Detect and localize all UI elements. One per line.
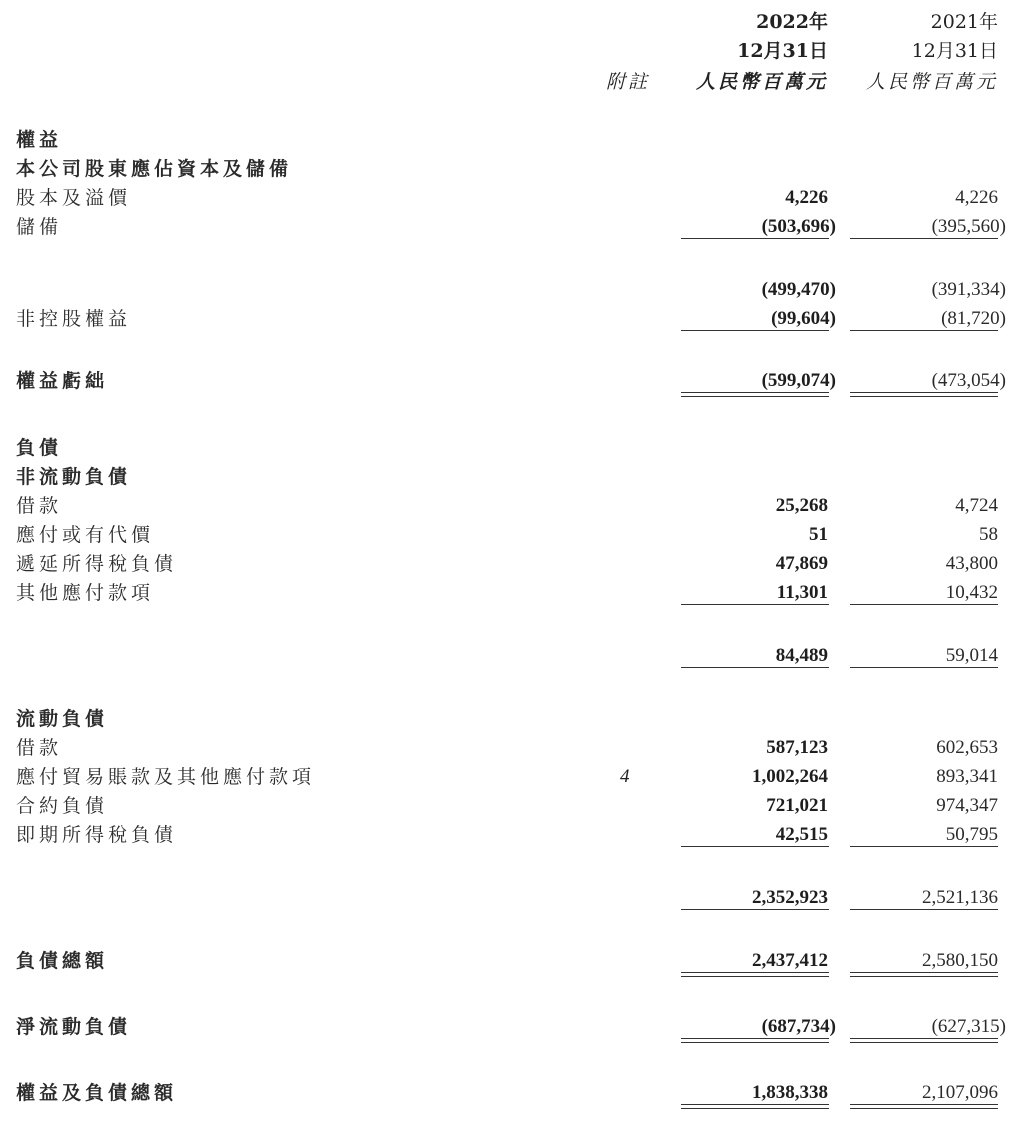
value-2021: 58 (979, 524, 998, 545)
underline (850, 846, 998, 847)
header-2022-date: 12月31日 (737, 40, 828, 62)
double-underline (850, 972, 998, 977)
table-row-total (0, 1079, 1024, 1107)
double-underline (681, 1038, 829, 1043)
underline (681, 604, 829, 605)
section-title: 權益 (16, 129, 63, 151)
table-row (0, 550, 1024, 578)
value-2022: 42,515 (775, 824, 828, 845)
row-label: 權益及負債總額 (16, 1082, 178, 1104)
value-2021: 602,653 (936, 737, 998, 758)
table-row (0, 521, 1024, 549)
section-title: 負債 (16, 437, 63, 459)
value-2022: (599,074) (761, 370, 836, 391)
double-underline (850, 1104, 998, 1109)
row-label: 應付或有代價 (16, 524, 155, 546)
section-non-current (0, 463, 1024, 491)
row-label: 儲備 (16, 216, 63, 238)
value-2022: 47,869 (775, 553, 828, 574)
section-subtitle: 流動負債 (16, 708, 109, 730)
table-row-total (0, 947, 1024, 975)
value-2022: 84,489 (775, 645, 828, 666)
underline (681, 238, 829, 239)
table-row (0, 734, 1024, 762)
table-row-subtotal (0, 884, 1024, 912)
value-2021: 974,347 (936, 795, 998, 816)
value-2022: 2,352,923 (752, 887, 828, 908)
value-2021: 2,521,136 (922, 887, 998, 908)
table-row (0, 763, 1024, 791)
value-2022: 11,301 (776, 582, 828, 603)
value-2022: 721,021 (766, 795, 828, 816)
double-underline (850, 1038, 998, 1043)
value-2022: 1,838,338 (752, 1082, 828, 1103)
underline (850, 667, 998, 668)
value-2021: 50,795 (945, 824, 998, 845)
header-2021-date: 12月31日 (911, 40, 998, 62)
double-underline (681, 972, 829, 977)
value-2021: 10,432 (945, 582, 998, 603)
table-row-subtotal (0, 642, 1024, 670)
value-2021: (81,720) (941, 308, 1006, 329)
table-row (0, 492, 1024, 520)
table-row (0, 821, 1024, 849)
row-label: 其他應付款項 (16, 582, 155, 604)
table-row-total (0, 367, 1024, 395)
underline (850, 238, 998, 239)
double-underline (850, 392, 998, 397)
row-label: 即期所得稅負債 (16, 824, 178, 846)
header-2022-unit: 人民幣百萬元 (695, 71, 828, 93)
row-label: 借款 (16, 495, 63, 517)
row-label: 淨流動負債 (16, 1016, 132, 1038)
section-equity (0, 126, 1024, 154)
row-label: 應付貿易賬款及其他應付款項 (16, 766, 316, 788)
value-2022: (499,470) (761, 279, 836, 300)
underline (850, 909, 998, 910)
value-2021: 2,580,150 (922, 950, 998, 971)
value-2022: (687,734) (761, 1016, 836, 1037)
underline (681, 909, 829, 910)
value-2022: 587,123 (766, 737, 828, 758)
underline (681, 846, 829, 847)
table-row (0, 305, 1024, 333)
double-underline (681, 392, 829, 397)
value-2021: 2,107,096 (922, 1082, 998, 1103)
underline (850, 604, 998, 605)
value-2022: (503,696) (761, 216, 836, 237)
underline (681, 330, 829, 331)
table-row-total (0, 1013, 1024, 1041)
header-2021-year: 2021年 (930, 11, 998, 33)
value-2021: (473,054) (931, 370, 1006, 391)
header-2021-unit: 人民幣百萬元 (865, 71, 998, 93)
value-2022: 1,002,264 (752, 766, 828, 787)
double-underline (681, 1104, 829, 1109)
row-label: 遞延所得稅負債 (16, 553, 178, 575)
value-2021: (395,560) (931, 216, 1006, 237)
value-2022: 25,268 (775, 495, 828, 516)
header-2022-year: 2022年 (756, 11, 828, 33)
value-2021: 893,341 (936, 766, 998, 787)
row-label: 股本及溢價 (16, 187, 132, 209)
row-label: 負債總額 (16, 950, 109, 972)
table-row (0, 213, 1024, 241)
value-2022: 2,437,412 (752, 950, 828, 971)
value-2022: 4,226 (785, 187, 828, 208)
value-2021: 43,800 (945, 553, 998, 574)
underline (681, 667, 829, 668)
table-row (0, 184, 1024, 212)
value-2022: (99,604) (771, 308, 836, 329)
section-subtitle: 非流動負債 (16, 466, 132, 488)
underline (850, 330, 998, 331)
section-equity-subtitle (0, 155, 1024, 183)
table-row (0, 579, 1024, 607)
row-label: 合約負債 (16, 795, 109, 817)
row-label: 借款 (16, 737, 63, 759)
value-2021: (391,334) (931, 279, 1006, 300)
row-label: 非控股權益 (16, 308, 132, 330)
section-liabilities (0, 434, 1024, 462)
table-row (0, 792, 1024, 820)
value-2021: 4,226 (955, 187, 998, 208)
value-2021: 59,014 (945, 645, 998, 666)
value-2021: 4,724 (955, 495, 998, 516)
header-note-label: 附註 (606, 71, 651, 93)
note-ref: 4 (620, 766, 630, 787)
section-current (0, 705, 1024, 733)
value-2022: 51 (809, 524, 828, 545)
section-subtitle: 本公司股東應佔資本及儲備 (16, 158, 293, 180)
row-label: 權益虧絀 (16, 370, 109, 392)
table-row-subtotal (0, 276, 1024, 304)
value-2021: (627,315) (931, 1016, 1006, 1037)
